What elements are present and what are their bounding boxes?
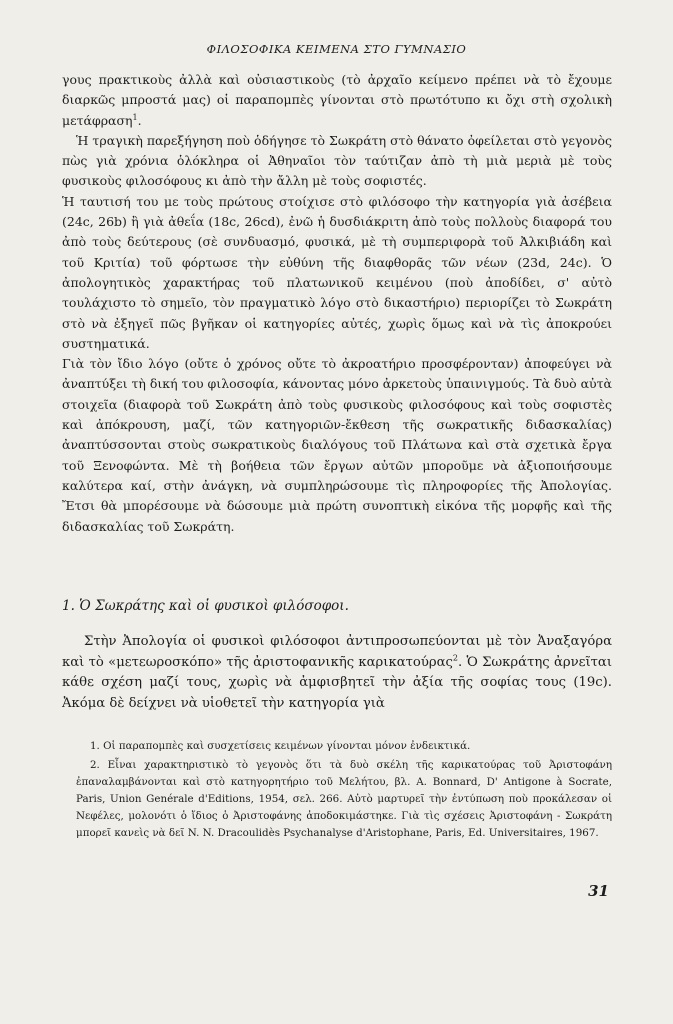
section-paragraph	[62, 632, 612, 714]
paragraph-text: γους πρακτικοὺς ἀλλὰ καὶ οὐσιαστικοὺς (τὸ ἀρχαῖο κείμενο πρέπει νὰ τὸ ἔχουμε διαρκῶς μπροστά μας) οἱ παραπομπὲς γίνονται στὸ πρωτότυπο κι ὄχι στὴ σχολικὴ μετάφραση	[62, 72, 612, 128]
page-number: 31	[588, 882, 609, 900]
paragraph-end: .	[137, 112, 142, 128]
running-head: ΦΙΛΟΣΟΦΙΚΑ ΚΕΙΜΕΝΑ ΣΤΟ ΓΥΜΝΑΣΙΟ	[206, 42, 467, 56]
paragraph-1	[62, 70, 612, 131]
footnotes	[76, 738, 612, 844]
footnote-ref-2: 2	[452, 653, 458, 663]
body-text	[62, 70, 612, 537]
paragraph-3: Ἡ ταυτισή του με τοὺς πρώτους στοίχισε στὸ φιλόσοφο τὴν κατηγορία γιὰ ἀσέβεια (24c, 26b) ἢ γιὰ ἀθεΐα (18c, 26cd), ἐνῶ ἡ δυσδιάκριτη ἀπὸ τοὺς πολλοὺς διαφορά του ἀπὸ τοὺς δεύτερους (σὲ συνδυασμό, φυσικά, μὲ τὴ συμπεριφορὰ τοῦ Ἀλκιβιάδη καὶ τοῦ Κριτία) τοῦ φόρτωσε τὴν εὐθύνη τῆς διαφθορᾶς τῶν νέων (23d, 24c). Ὁ ἀπολογητικὸς χαρακτήρας τοῦ πλατωνικοῦ κειμένου (ποὺ ἀποδίδει, σ' αὐτὸ τουλάχιστο τὸ σημεῖο, τὸν πραγματικὸ λόγο στὸ δικαστήριο) περιορίζει τὸ Σωκράτη στὸ νὰ ἐξηγεῖ πῶς βγῆκαν οἱ κατηγορίες αὐτές, χωρὶς ὅμως καὶ νὰ τὶς ἀποκρούει συστηματικά.	[62, 193, 612, 351]
section-paragraph-text: Στὴν Ἀπολογία οἱ φυσικοὶ φιλόσοφοι ἀντιπροσωπεύονται μὲ τὸν Ἀναξαγόρα καὶ τὸ «μετεωροσκόπο» τῆς ἀριστοφανικῆς καρικατούρας	[62, 634, 612, 670]
section-text	[62, 632, 612, 714]
section-heading: 1. Ὁ Σωκράτης καὶ οἱ φυσικοὶ φιλόσοφοι.	[62, 598, 349, 614]
footnote-1: 1. Οἱ παραπομπὲς καὶ συσχετίσεις κειμένων γίνονται μόνον ἐνδεικτικά.	[90, 740, 471, 752]
footnote-ref-1: 1	[132, 112, 138, 122]
paragraph-4: Γιὰ τὸν ἴδιο λόγο (οὔτε ὁ χρόνος οὔτε τὸ ἀκροατήριο προσφέρονταν) ἀποφεύγει νὰ ἀναπτύξει τὴ δική του φιλοσοφία, κάνοντας μόνο ἀρκετοὺς ὑπαινιγμούς. Τὰ δυὸ αὐτὰ στοιχεῖα (διαφορὰ τοῦ Σωκράτη ἀπὸ τοὺς φυσικοὺς φιλοσόφους καὶ τοὺς σοφιστὲς καὶ ἀπόκρουση, μαζί, τῶν κατηγοριῶν-ἔκθεση τῆς σωκρατικῆς διδασκαλίας) ἀναπτύσσονται στοὺς σωκρατικοὺς διαλόγους τοῦ Πλάτωνα καὶ στὰ σχετικὰ ἔργα τοῦ Ξενοφώντα. Μὲ τὴ βοήθεια τῶν ἔργων αὐτῶν μποροῦμε νὰ ἀξιοποιήσουμε καλύτερα καί, στὴν ἀνάγκη, νὰ συμπληρώσουμε τὶς πληροφορίες τῆς Ἀπολογίας. Ἔτσι θὰ μπορέσουμε νὰ δώσουμε μιὰ πρώτη συνοπτικὴ εἰκόνα τῆς μορφῆς καὶ τῆς διδασκαλίας τοῦ Σωκράτη.	[62, 356, 612, 534]
paragraph-2: Ἡ τραγικὴ παρεξήγηση ποὺ ὁδήγησε τὸ Σωκράτη στὸ θάνατο ὀφείλεται στὸ γεγονὸς πὼς γιὰ χρόνια ὁλόκληρα οἱ Ἀθηναῖοι τὸν ταύτιζαν ἀπὸ τὴ μιὰ μεριὰ μὲ τοὺς φυσικοὺς φιλοσόφους κι ἀπὸ τὴν ἄλλη μὲ τοὺς σοφιστές.	[62, 132, 612, 189]
section-paragraph-continuation: . Ὁ Σωκράτης ἀρνεῖται κάθε σχέση μαζί τους, χωρὶς νὰ ἀμφισβητεῖ τὴν ἀξία τῆς σοφίας τους (19c). Ἀκόμα δὲ δείχνει νὰ υἱοθετεῖ τὴν κατηγορία γιὰ	[62, 654, 612, 711]
footnote-2: 2. Εἶναι χαρακτηριστικὸ τὸ γεγονὸς ὅτι τὰ δυὸ σκέλη τῆς καρικατούρας τοῦ Ἀριστοφάνη ἐπαναλαμβάνονται καὶ στὸ κατηγορητήριο τοῦ Μελήτου, βλ. A. Bonnard, D' Antigone à Socrate, Paris, Union Genérale d'Editions, 1954, σελ. 266. Αὐτὸ μαρτυρεῖ τὴν ἐντύπωση ποὺ προκάλεσαν οἱ Νεφέλες, μολονότι ὁ ἴδιος ὁ Ἀριστοφάνης ἀποδοκιμάστηκε. Γιὰ τὶς σχέσεις Ἀριστοφάνη - Σωκράτη μπορεῖ κανεὶς νὰ δεῖ N. N. Dracoulidès Psychanalyse d'Aristophane, Paris, Ed. Universitaires, 1967.	[76, 759, 612, 839]
